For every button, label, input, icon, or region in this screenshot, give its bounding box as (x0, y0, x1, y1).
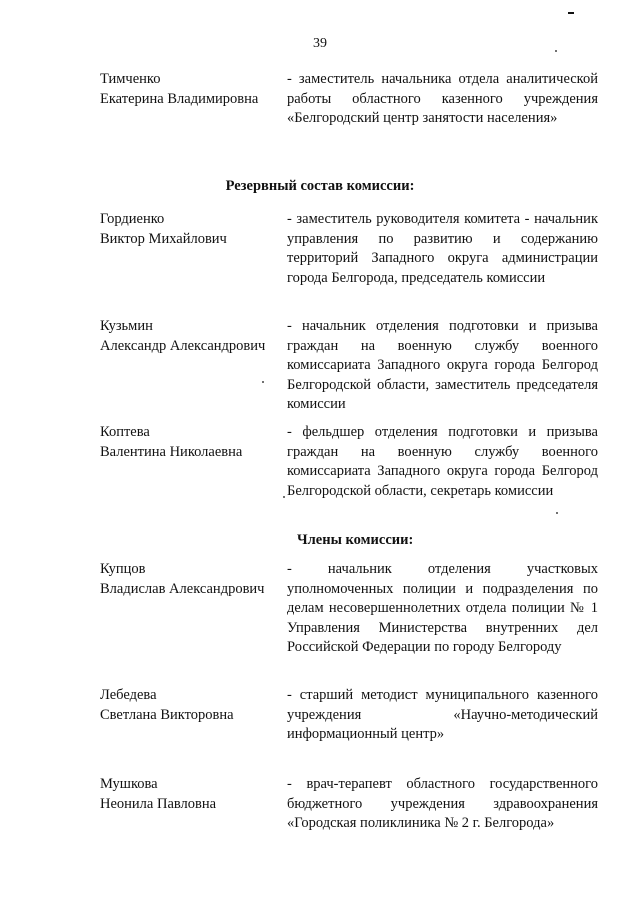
given-names: Светлана Викторовна (100, 706, 234, 723)
scan-speck (556, 512, 558, 514)
surname: Купцов (100, 561, 146, 577)
surname: Лебедева (100, 687, 157, 703)
surname: Тимченко (100, 71, 161, 87)
given-names: Владислав Александрович (100, 580, 265, 597)
scan-speck (262, 381, 264, 383)
person-name (100, 423, 285, 462)
person-role: - врач-терапевт областного государственного бюджетного учреждения здравоохранения «Городская поликлиника № 2 г. Белгорода» (287, 776, 598, 831)
given-names: Екатерина Владимировна (100, 90, 259, 107)
scan-mark (568, 12, 574, 14)
person-role: - начальник отделения участковых уполномоченных полиции и подразделения по делам несовершеннолетних отдела полиции № 1 Управления Министерства внутренних дел Российской Федерации по городу Белгороду (287, 561, 598, 655)
person-name (100, 560, 285, 599)
surname: Гордиенко (100, 211, 165, 227)
given-names: Виктор Михайлович (100, 230, 227, 247)
person-name (100, 210, 285, 249)
given-names: Неонила Павловна (100, 795, 217, 812)
surname: Коптева (100, 424, 150, 440)
given-names: Валентина Николаевна (100, 443, 243, 460)
person-role: - заместитель руководителя комитета - начальник управления по развитию и содержанию территорий Западного округа администрации города Белгорода, председатель комиссии (287, 211, 598, 286)
person-role: - заместитель начальника отдела аналитической работы областного казенного учреждения «Белгородский центр занятости населения» (287, 71, 598, 126)
members-heading: Члены комиссии: (297, 532, 414, 548)
person-name (100, 70, 285, 109)
person-role: - старший методист муниципального казенного учреждения «Научно-методический информационный центр» (287, 687, 598, 742)
given-names: Александр Александрович (100, 337, 266, 354)
scan-speck (555, 50, 557, 52)
person-name (100, 317, 285, 356)
person-role: - фельдшер отделения подготовки и призыва граждан на военную службу военного комиссариата Западного округа города Белгород Белгородской области, секретарь комиссии (287, 424, 598, 499)
page-number: 39 (313, 36, 327, 51)
person-role: - начальник отделения подготовки и призыва граждан на военную службу военного комиссариата Западного округа города Белгород Белгородской области, заместитель председателя комиссии (287, 318, 598, 412)
person-name (100, 686, 285, 725)
surname: Мушкова (100, 776, 158, 792)
person-name (100, 775, 285, 814)
reserve-heading: Резервный состав комиссии: (225, 178, 415, 194)
surname: Кузьмин (100, 318, 153, 334)
scan-speck (283, 496, 285, 498)
